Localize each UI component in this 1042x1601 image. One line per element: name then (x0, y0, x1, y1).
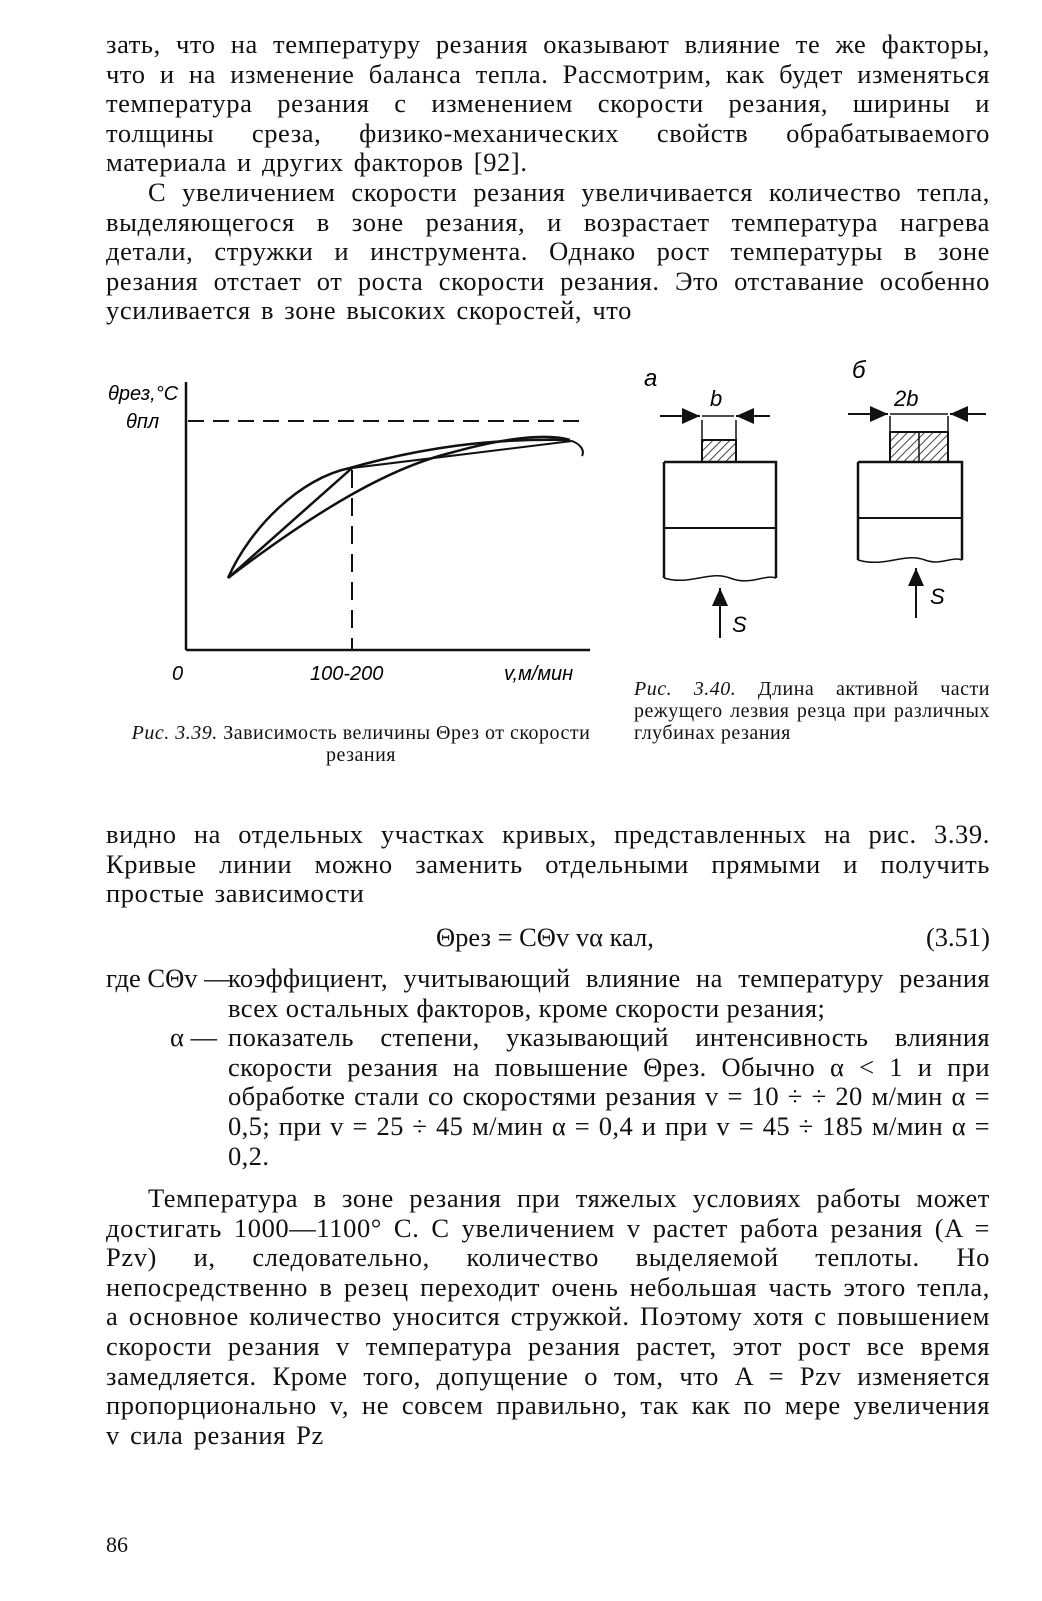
definition-term: где CΘv — (106, 963, 231, 993)
definition-item (106, 1023, 990, 1171)
feed-label-b: S (930, 584, 945, 609)
origin-label: 0 (172, 663, 184, 685)
paragraph: видно на отдельных участках кривых, представленных на рис. 3.39. Кривые линии можно заменить отдельными прямыми и получить простые зависимости (106, 819, 990, 909)
workpiece-a (664, 462, 776, 578)
formula-number: (3.51) (925, 922, 990, 952)
label-a: а (644, 365, 658, 392)
chip-section-a (702, 440, 736, 462)
page-number: 86 (106, 1532, 128, 1557)
label-b: б (852, 360, 866, 384)
x-tick-label: 100-200 (310, 663, 384, 685)
melting-label: θпл (126, 411, 160, 433)
feed-label-a: S (732, 612, 747, 637)
paragraph: С увеличением скорости резания увеличивается количество тепла, выделяющегося в зоне резания, и возрастает температура нагрева детали, стружки и инструмента. Однако рост температуры в зоне резания отстает от роста скорости резания. Это отставание особенно усиливается в зоне высоких скоростей, что (106, 176, 990, 326)
formula-expression: Θрез = CΘv vα кал, (436, 922, 654, 952)
paragraph-after-figures (106, 820, 990, 909)
definition-body: показатель степени, указывающий интенсивность влияния скорости резания на повышение Θрез. Обычно α < 1 и при обработке стали со скоростями резания v = 10 ÷ ÷ 20 м/мин α = 0,5; при v = 25 ÷ 45 м/мин α = 0,4 и при v = 45 ÷ 185 м/мин α = 0,2. (228, 1022, 990, 1171)
width-label-a: b (710, 386, 723, 411)
approx-line-1 (228, 468, 352, 578)
definition-item (106, 964, 990, 1023)
paragraph: Температура в зоне резания при тяжелых условиях работы может достигать 1000—1100° С. С увеличением v растет работа резания (A = Pzv) и, следовательно, количество выделяемой теплоты. Но непосредственно в резец переходит очень небольшая часть этого тепла, а основное количество уносится стружкой. Поэтому хотя с повышением скорости резания v температура резания растет, этот рост все время замедляется. Кроме того, допущение о том, что A = Pzv изменяется пропорционально v, не совсем правильно, так как по мере увеличения v сила резания Pz (106, 1183, 990, 1450)
paragraph: зать, что на температуру резания оказывают влияние те же факторы, что и на изменение баланса тепла. Рассмотрим, как будет изменяться температура резания с изменением скорости резания, ширины и толщины среза, физико-механических свойств обрабатываемого материала и других факторов [92]. (106, 29, 990, 178)
definition-body: коэффициент, учитывающий влияние на температуру резания всех остальных факторов, кроме скорости резания; (228, 963, 990, 1023)
bottom-paragraph (106, 1184, 990, 1450)
figure-3-40-caption (634, 678, 990, 744)
caption-label: Рис. 3.39. (131, 722, 218, 744)
workpiece-b (858, 462, 962, 560)
figure-3-39-graph (100, 368, 610, 688)
y-axis-label: θрез,°С (108, 383, 179, 405)
temperature-curve-upper (228, 440, 570, 578)
definitions (106, 964, 990, 1171)
caption-text: Длина активной части режущего лезвия резца при различных глубинах резания (634, 678, 990, 744)
width-label-b: 2b (894, 386, 919, 411)
figure-3-39-caption (126, 722, 596, 766)
x-axis-label: v,м/мин (504, 663, 574, 685)
caption-text: Зависимость величины Θрез от скорости резания (223, 722, 591, 766)
caption-label: Рис. 3.40. (634, 678, 737, 700)
figure-3-40-diagram (640, 360, 1000, 670)
top-paragraphs (106, 30, 990, 326)
definition-term: α — (170, 1022, 218, 1053)
